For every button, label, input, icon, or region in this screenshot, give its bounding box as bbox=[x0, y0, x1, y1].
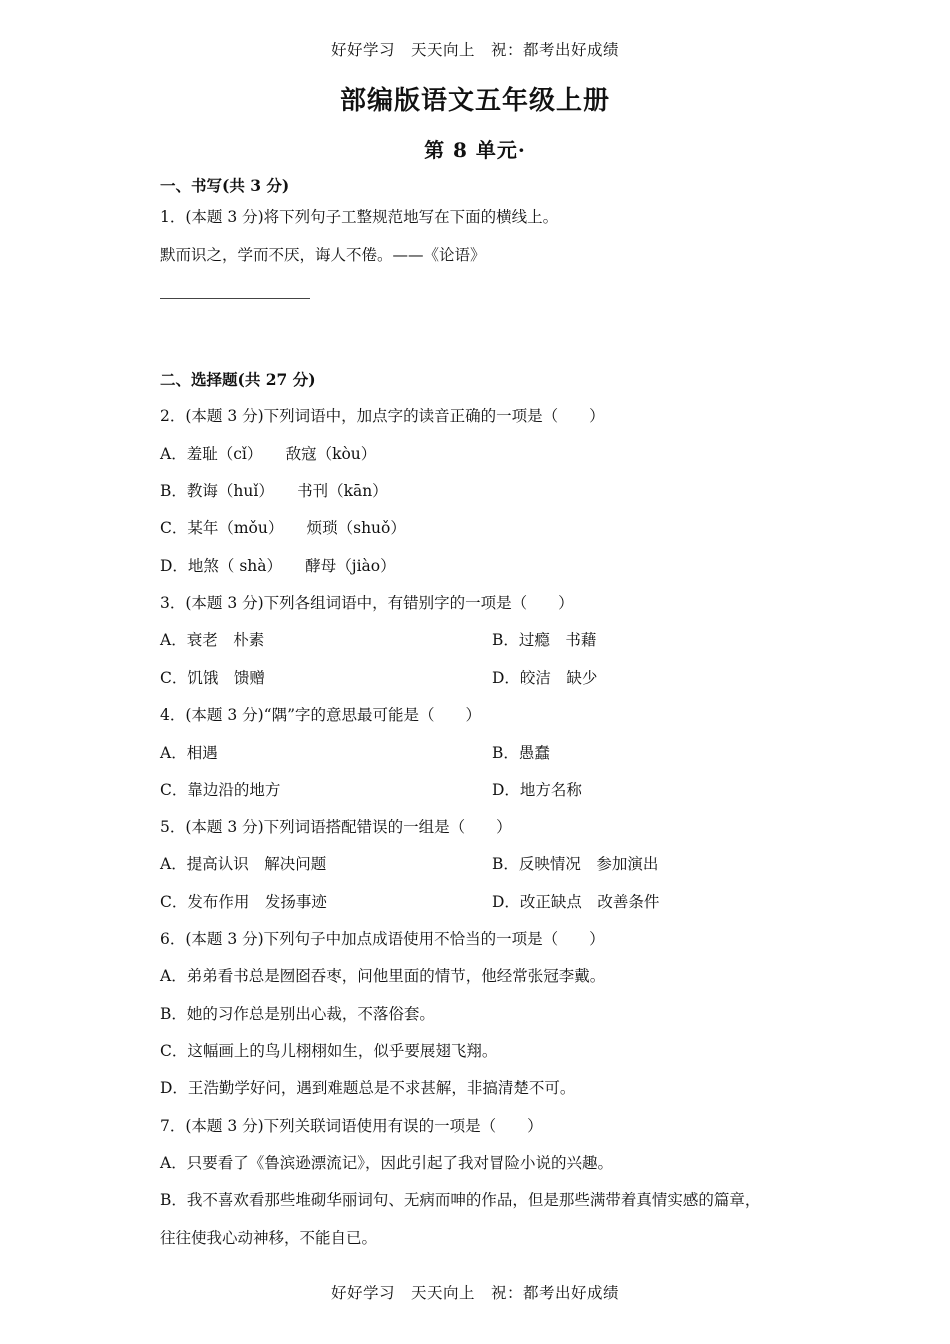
question-4-option-d: D．地方名称 bbox=[492, 781, 582, 799]
question-4-option-a: A．相遇 bbox=[160, 744, 218, 762]
section-heading-writing: 一、书写(共 3 分) bbox=[160, 176, 290, 195]
question-5-option-b: B．反映情况 参加演出 bbox=[492, 855, 659, 873]
question-3-option-c: C．饥饿 馈赠 bbox=[160, 669, 265, 687]
question-6-option-b: B．她的习作总是别出心裁，不落俗套。 bbox=[160, 1005, 435, 1023]
question-3-stem: 3．(本题 3 分)下列各组词语中，有错别字的一项是（ ） bbox=[160, 594, 574, 612]
question-2-option-b: B．教诲（huǐ） 书刊（kān） bbox=[160, 482, 388, 500]
question-3-option-b: B．过瘾 书藉 bbox=[492, 631, 597, 649]
question-3-option-d: D．皎洁 缺少 bbox=[492, 669, 598, 687]
question-7-option-b: B．我不喜欢看那些堆砌华丽词句、无病而呻的作品，但是那些满带着真情实感的篇章， bbox=[160, 1191, 761, 1209]
question-4-stem: 4．(本题 3 分)“隅”字的意思最可能是（ ） bbox=[160, 706, 482, 724]
question-5-option-a: A．提高认识 解决问题 bbox=[160, 855, 327, 873]
question-5-option-c: C．发布作用 发扬事迹 bbox=[160, 893, 327, 911]
question-2-stem: 2．(本题 3 分)下列词语中，加点字的读音正确的一项是（ ） bbox=[160, 407, 605, 425]
question-6-option-a: A．弟弟看书总是囫囵吞枣，问他里面的情节，他经常张冠李戴。 bbox=[160, 967, 606, 985]
page-footer: 好好学习 天天向上 祝：都考出好成绩 bbox=[330, 1284, 619, 1302]
question-1-stem: 1．(本题 3 分)将下列句子工整规范地写在下面的横线上。 bbox=[160, 208, 559, 226]
question-2-option-a: A．羞耻（cǐ） 敌寇（kòu） bbox=[160, 445, 377, 463]
question-5-option-d: D．改正缺点 改善条件 bbox=[492, 893, 660, 911]
question-1-quote: 默而识之，学而不厌，诲人不倦。——《论语》 bbox=[160, 246, 486, 264]
question-3-option-a: A．衰老 朴素 bbox=[160, 631, 265, 649]
document-title: 部编版语文五年级上册 bbox=[339, 86, 610, 116]
question-6-stem: 6．(本题 3 分)下列句子中加点成语使用不恰当的一项是（ ） bbox=[160, 930, 605, 948]
question-4-option-c: C．靠边沿的地方 bbox=[160, 781, 281, 799]
answer-line bbox=[160, 298, 310, 299]
page-header: 好好学习 天天向上 祝：都考出好成绩 bbox=[330, 41, 619, 59]
question-5-stem: 5．(本题 3 分)下列词语搭配错误的一组是（ ） bbox=[160, 818, 512, 836]
question-7-option-a: A．只要看了《鲁滨逊漂流记》，因此引起了我对冒险小说的兴趣。 bbox=[160, 1154, 613, 1172]
question-2-option-d: D．地煞（ shà） 酵母（jiào） bbox=[160, 557, 396, 575]
unit-subtitle: 第 8 单元· bbox=[424, 138, 526, 162]
question-4-option-b: B．愚蠢 bbox=[492, 744, 550, 762]
question-6-option-d: D．王浩勤学好问，遇到难题总是不求甚解，非搞清楚不可。 bbox=[160, 1079, 576, 1097]
question-6-option-c: C．这幅画上的鸟儿栩栩如生，似乎要展翅飞翔。 bbox=[160, 1042, 498, 1060]
question-7-stem: 7．(本题 3 分)下列关联词语使用有误的一项是（ ） bbox=[160, 1117, 543, 1135]
section-heading-choice: 二、选择题(共 27 分) bbox=[160, 370, 316, 389]
question-7-option-b-continued: 往往使我心动神移，不能自已。 bbox=[160, 1229, 378, 1247]
question-2-option-c: C．某年（mǒu） 烦琐（shuǒ） bbox=[160, 519, 406, 537]
